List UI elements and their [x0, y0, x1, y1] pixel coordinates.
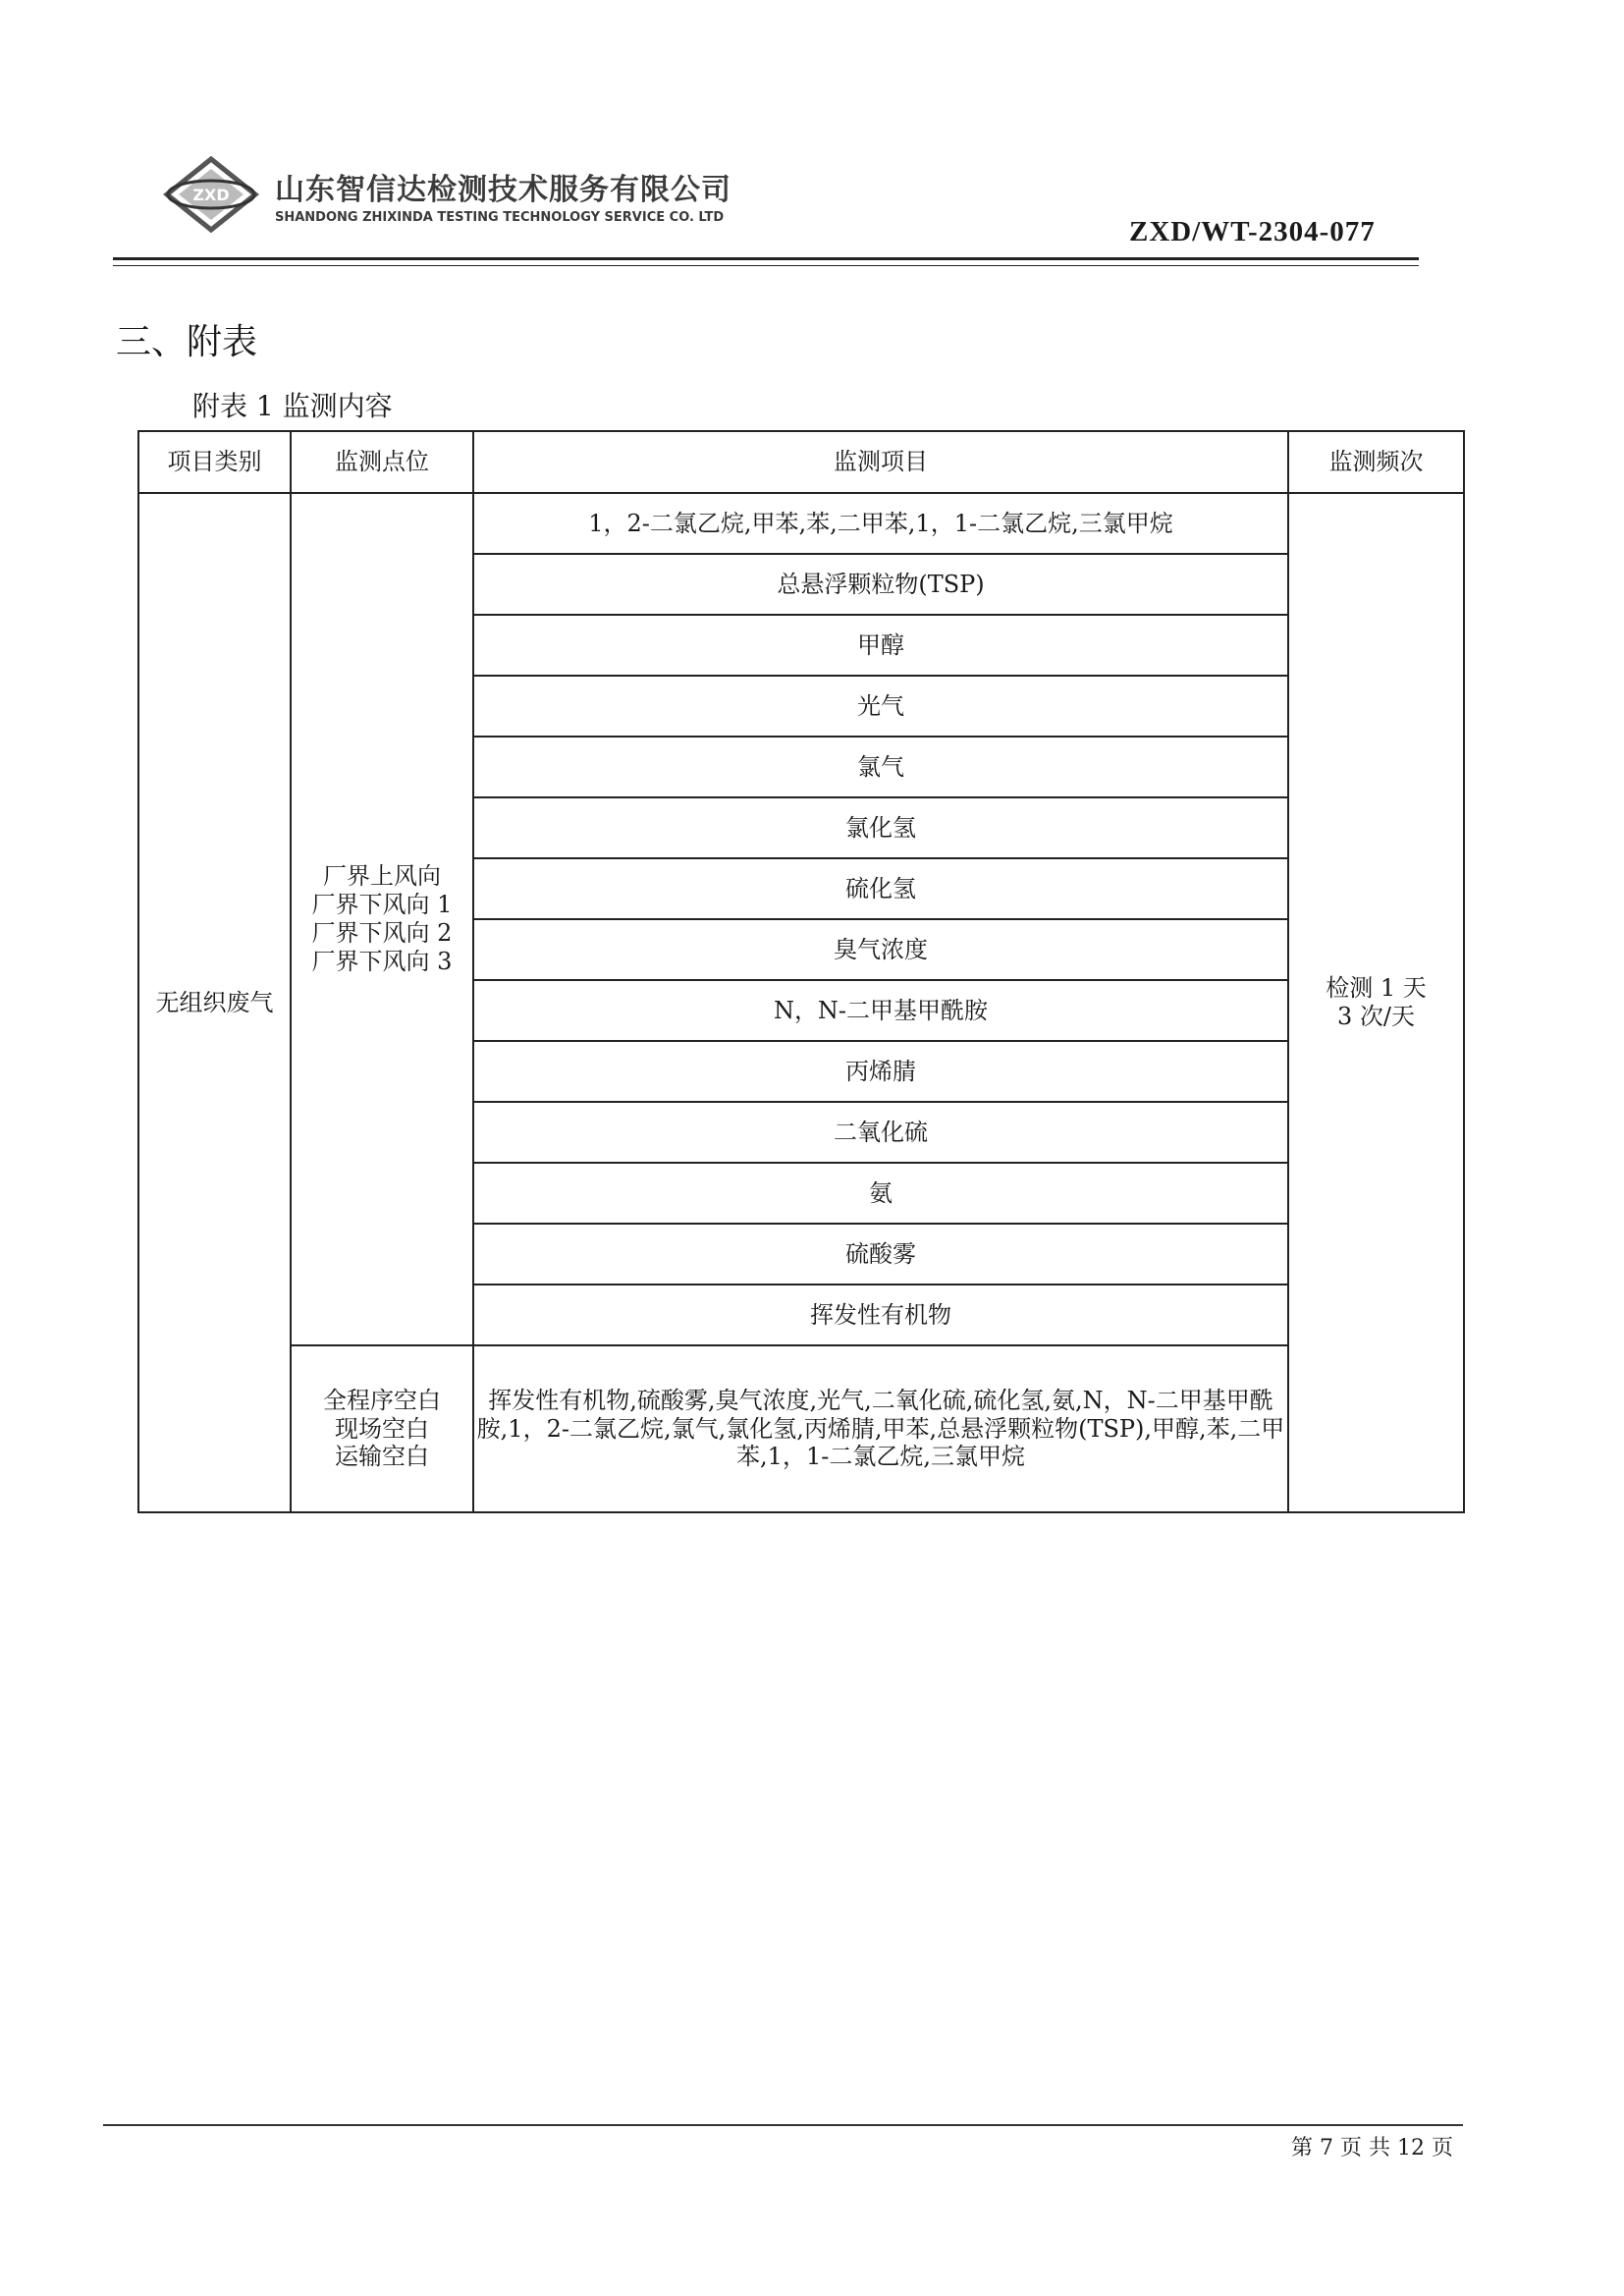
table-caption: 附表 1 监测内容	[192, 390, 393, 422]
section-title: 三、附表	[116, 322, 258, 362]
blank-point: 现场空白	[335, 1414, 429, 1443]
blank-items-cell: 挥发性有机物,硫酸雾,臭气浓度,光气,二氧化硫,硫化氢,氨,N，N-二甲基甲酰胺,1，2-二氯乙烷,氯气,氯化氢,丙烯腈,甲苯,总悬浮颗粒物(TSP),甲醇,苯,二甲苯,1，1-二氯乙烷,三氯甲烷	[473, 1345, 1288, 1512]
header-cell: 监测点位	[291, 431, 473, 493]
document-number: ZXD/WT-2304-077	[1129, 216, 1376, 247]
item-cell: 氯气	[473, 737, 1288, 797]
item-cell: 硫酸雾	[473, 1224, 1288, 1285]
blank-point: 运输空白	[335, 1443, 429, 1471]
page-number: 第 7 页 共 12 页	[1291, 2136, 1453, 2160]
company-logo	[157, 155, 731, 244]
monitoring-point: 厂界下风向 1	[311, 891, 453, 919]
company-name-cn: 山东智信达检测技术服务有限公司	[275, 173, 731, 207]
header-rule-thin	[113, 265, 1419, 266]
item-cell: 总悬浮颗粒物(TSP)	[473, 554, 1288, 615]
frequency-cell	[1288, 493, 1464, 1512]
monitoring-point: 厂界上风向	[323, 862, 441, 891]
item-cell: N，N-二甲基甲酰胺	[473, 980, 1288, 1041]
item-cell: 丙烯腈	[473, 1041, 1288, 1102]
item-cell: 氯化氢	[473, 797, 1288, 858]
item-cell: 臭气浓度	[473, 919, 1288, 980]
header-cell: 监测频次	[1288, 431, 1464, 493]
company-name-en: SHANDONG ZHIXINDA TESTING TECHNOLOGY SERVICE CO. LTD	[275, 210, 725, 225]
points-cell	[291, 493, 473, 1345]
item-cell: 甲醇	[473, 615, 1288, 676]
item-cell: 1，2-二氯乙烷,甲苯,苯,二甲苯,1，1-二氯乙烷,三氯甲烷	[473, 493, 1288, 554]
table-row	[138, 493, 1464, 554]
item-cell: 氨	[473, 1163, 1288, 1224]
blank-points-cell	[291, 1345, 473, 1512]
frequency-days: 检测 1 天	[1326, 974, 1427, 1003]
footer-rule	[103, 2124, 1463, 2126]
item-cell: 挥发性有机物	[473, 1285, 1288, 1345]
header-cell: 监测项目	[473, 431, 1288, 493]
header-cell: 项目类别	[138, 431, 291, 493]
blank-point: 全程序空白	[323, 1386, 441, 1414]
category-cell: 无组织废气	[138, 493, 291, 1512]
item-cell: 二氧化硫	[473, 1102, 1288, 1163]
frequency-times: 3 次/天	[1337, 1003, 1415, 1030]
zxd-logo-mark-icon	[157, 155, 265, 234]
monitoring-content-table	[137, 430, 1465, 1513]
table-header-row	[138, 431, 1464, 493]
monitoring-point: 厂界下风向 2	[311, 919, 453, 947]
logo-mark-text: ZXD	[192, 186, 230, 204]
item-cell: 硫化氢	[473, 858, 1288, 919]
header-rule-thick	[113, 257, 1419, 260]
table-row-blanks	[138, 1345, 1464, 1512]
item-cell: 光气	[473, 676, 1288, 737]
monitoring-point: 厂界下风向 3	[311, 947, 453, 975]
